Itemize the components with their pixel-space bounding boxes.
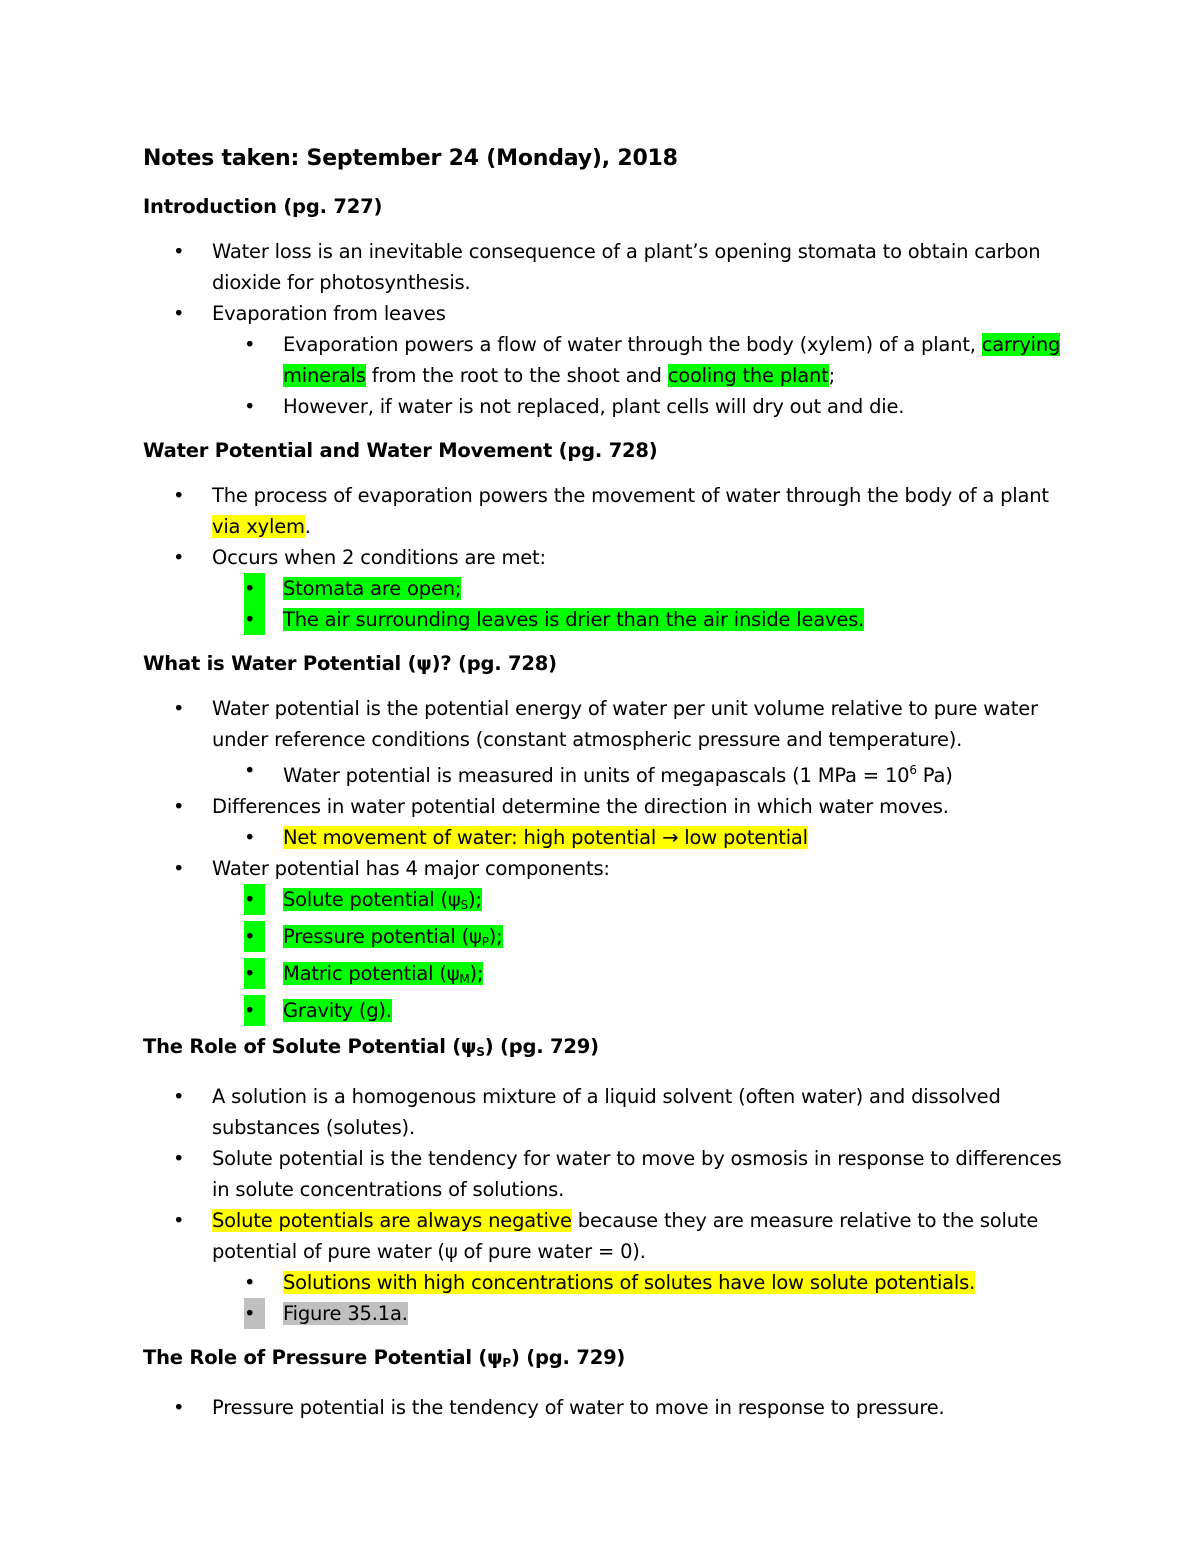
page-title: Notes taken: September 24 (Monday), 2018 (143, 146, 678, 171)
bullet-icon: • (173, 1147, 185, 1170)
list-item (143, 1205, 1083, 1267)
list-item (143, 791, 1083, 822)
bullet-icon: • (244, 826, 256, 849)
bullet-icon: • (244, 1298, 265, 1329)
list-item-text: Pressure potential $(\psi_P)$; (283, 925, 503, 949)
list-item-text: The air surrounding leaves is drier than the air inside leaves. (283, 608, 865, 631)
list-item (143, 693, 1083, 755)
list-item (143, 1267, 1083, 1298)
bullet-icon: • (173, 697, 185, 720)
bullet-icon: • (173, 546, 185, 569)
list-item-text: Differences in water potential determine the direction in which water moves. (212, 795, 949, 818)
list-item (143, 542, 1083, 573)
bullet-icon: • (244, 395, 256, 418)
list-item-text: Solute potentials are always negative because they are measure relative to the solute potential of pure water (ψ of pure water = 0). (212, 1209, 1039, 1263)
list-item (143, 329, 1083, 391)
list-item-text: Solute potential is the tendency for water to move by osmosis in response to differences in solute concentrations of solutions. (212, 1147, 1062, 1201)
bullet-icon: • (244, 604, 265, 635)
list-item (143, 391, 1083, 422)
list-item-text: Solute potential $(\psi_S)$; (283, 888, 482, 912)
section-heading-water-potential: What is Water Potential (ψ)? (pg. 728) (143, 652, 557, 675)
list-item (143, 1298, 1083, 1329)
list-item-text: Evaporation from leaves (212, 302, 446, 325)
list-item-text: Stomata are open; (283, 577, 462, 600)
bullet-icon: • (173, 795, 185, 818)
list-item-text: Water potential is the potential energy of water per unit volume relative to pure water under reference conditions (constant atmospheric pressure and temperature). (212, 697, 1038, 751)
pressure-potential-list (143, 1392, 1083, 1423)
highlight-cooling-the-plant: cooling the plant (667, 364, 829, 387)
list-item (143, 604, 1083, 635)
bullet-icon: • (173, 857, 185, 880)
section-heading-water-movement: Water Potential and Water Movement (pg. 728) (143, 439, 658, 462)
bullet-icon: • (244, 958, 265, 989)
bullet-icon: • (173, 240, 185, 263)
bullet-icon: • (244, 333, 256, 356)
list-item (143, 884, 1083, 921)
list-item-text: Solutions with high concentrations of solutes have low solute potentials. (283, 1271, 976, 1294)
list-item (143, 480, 1083, 542)
list-item (143, 995, 1083, 1026)
list-item (143, 236, 1083, 298)
highlight-always-negative: Solute potentials are always negative (212, 1209, 572, 1232)
water-movement-list (143, 480, 1083, 635)
list-item (143, 1392, 1083, 1423)
list-item (143, 853, 1083, 884)
list-item (143, 822, 1083, 853)
list-item (143, 755, 1083, 791)
bullet-icon: • (244, 1271, 256, 1294)
bullet-icon: • (244, 995, 265, 1026)
list-item-text: Net movement of water: high potential → low potential (283, 826, 808, 849)
introduction-list (143, 236, 1083, 422)
section-heading-introduction: Introduction (pg. 727) (143, 195, 383, 218)
bullet-icon: • (244, 884, 265, 915)
solute-potential-list (143, 1081, 1083, 1329)
list-item (143, 921, 1083, 958)
list-item-text: Matric potential $(\psi_M)$; (283, 962, 484, 986)
list-item-text: Pressure potential is the tendency of water to move in response to pressure. (212, 1396, 945, 1419)
document-page (143, 130, 1083, 1437)
section-heading-solute-potential: The Role of Solute Potential $(\psi_S)$ (pg. 729) (143, 1035, 599, 1059)
water-potential-list (143, 693, 1083, 1026)
bullet-icon: • (173, 484, 185, 507)
list-item (143, 573, 1083, 604)
list-item-text: Occurs when 2 conditions are met: (212, 546, 546, 569)
section-heading-pressure-potential: The Role of Pressure Potential $(\psi_P)$ (pg. 729) (143, 1346, 626, 1370)
list-item (143, 298, 1083, 329)
highlight-carrying-minerals: carrying minerals (283, 333, 1061, 387)
bullet-icon: • (244, 573, 265, 604)
bullet-icon: • (173, 302, 185, 325)
list-item-text: Water loss is an inevitable consequence of a plant’s opening stomata to obtain carbon dioxide for photosynthesis. (212, 240, 1041, 294)
bullet-icon: • (173, 1085, 185, 1108)
highlight-via-xylem: via xylem (212, 515, 305, 538)
bullet-icon: • (173, 1396, 185, 1419)
list-item-text: However, if water is not replaced, plant cells will dry out and die. (283, 395, 905, 418)
list-item-text: Water potential has 4 major components: (212, 857, 610, 880)
list-item-text: Evaporation powers a flow of water through the body (xylem) of a plant, carrying minerals from the root to the shoot and cooling the plant; (283, 333, 1061, 387)
list-item-text: Figure 35.1a. (283, 1302, 408, 1325)
list-item-text: Water potential is measured in units of megapascals (1 MPa = $10^6$ Pa) (283, 763, 953, 787)
list-item-text: Gravity (g). (283, 999, 392, 1022)
list-item (143, 958, 1083, 995)
bullet-icon: • (244, 759, 256, 782)
bullet-icon: • (244, 921, 265, 952)
list-item-text: The process of evaporation powers the movement of water through the body of a plant via xylem. (212, 484, 1049, 538)
list-item (143, 1081, 1083, 1143)
list-item-text: A solution is a homogenous mixture of a liquid solvent (often water) and dissolved substances (solutes). (212, 1085, 1001, 1139)
list-item (143, 1143, 1083, 1205)
bullet-icon: • (173, 1209, 185, 1232)
